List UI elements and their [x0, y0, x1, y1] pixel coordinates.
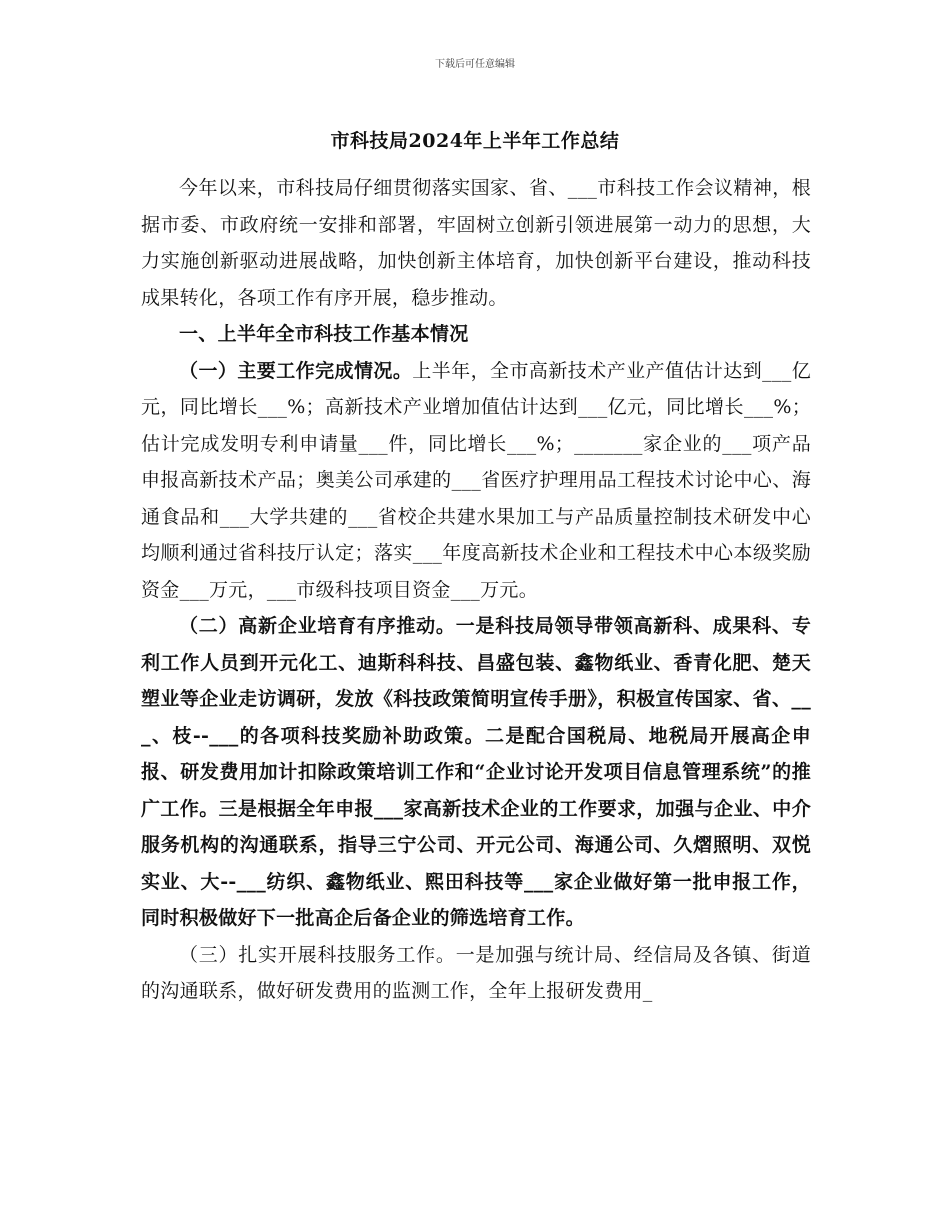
document-body: [141, 170, 811, 1010]
paragraph-lead-heading: （一）主要工作完成情况。: [179, 359, 413, 382]
section-heading: 一、上半年全市科技工作基本情况: [179, 323, 469, 345]
page-header-note: 下载后可任意编辑: [435, 59, 515, 70]
paragraph-enterprise-cultivation: （二）高新企业培育有序推动。一是科技局领导带领高新科、成果科、专利工作人员到开元化工、迪斯科科技、昌盛包装、鑫物纸业、香青化肥、楚天塑业等企业走访调研，发放《科技政策简明宣传手册》，积极宣传国家、省、___、枝--___的各项科技奖励补助政策。二是配合国税局、地税局开展高企申报、研发费用加计扣除政策培训工作和“企业讨论开发项目信息管理系统”的推广工作。三是根据全年申报___家高新技术企业的工作要求，加强与企业、中介服务机构的沟通联系，指导三宁公司、开元公司、海通公司、久熠照明、双悦实业、大--___纺织、鑫物纸业、熙田科技等___家企业做好第一批申报工作，同时积极做好下一批高企后备企业的筛选培育工作。: [141, 615, 811, 929]
document-title: 市科技局2024年上半年工作总结: [330, 130, 620, 152]
intro-paragraph: 今年以来，市科技局仔细贯彻落实国家、省、___市科技工作会议精神，根据市委、市政府统一安排和部署，牢固树立创新引领进展第一动力的思想，大力实施创新驱动进展战略，加快创新主体培育，加快创新平台建设，推动科技成果转化，各项工作有序开展，稳步推动。: [141, 177, 811, 309]
paragraph-work-completion: [141, 353, 811, 609]
paragraph-tech-service: （三）扎实开展科技服务工作。一是加强与统计局、经信局及各镇、街道的沟通联系，做好研发费用的监测工作，全年上报研发费用_: [141, 943, 811, 1002]
paragraph-body-text: 上半年，全市高新技术产业产值估计达到___亿元，同比增长___%；高新技术产业增加值估计达到___亿元，同比增长___%；估计完成发明专利申请量___件，同比增长___%；_______家企业的___项产品申报高新技术产品；奥美公司承建的___省医疗护理用品工程技术讨论中心、海通食品和___大学共建的___省校企共建水果加工与产品质量控制技术研发中心均顺利通过省科技厅认定；落实___年度高新技术企业和工程技术中心本级奖励资金___万元，___市级科技项目资金___万元。: [141, 359, 811, 601]
